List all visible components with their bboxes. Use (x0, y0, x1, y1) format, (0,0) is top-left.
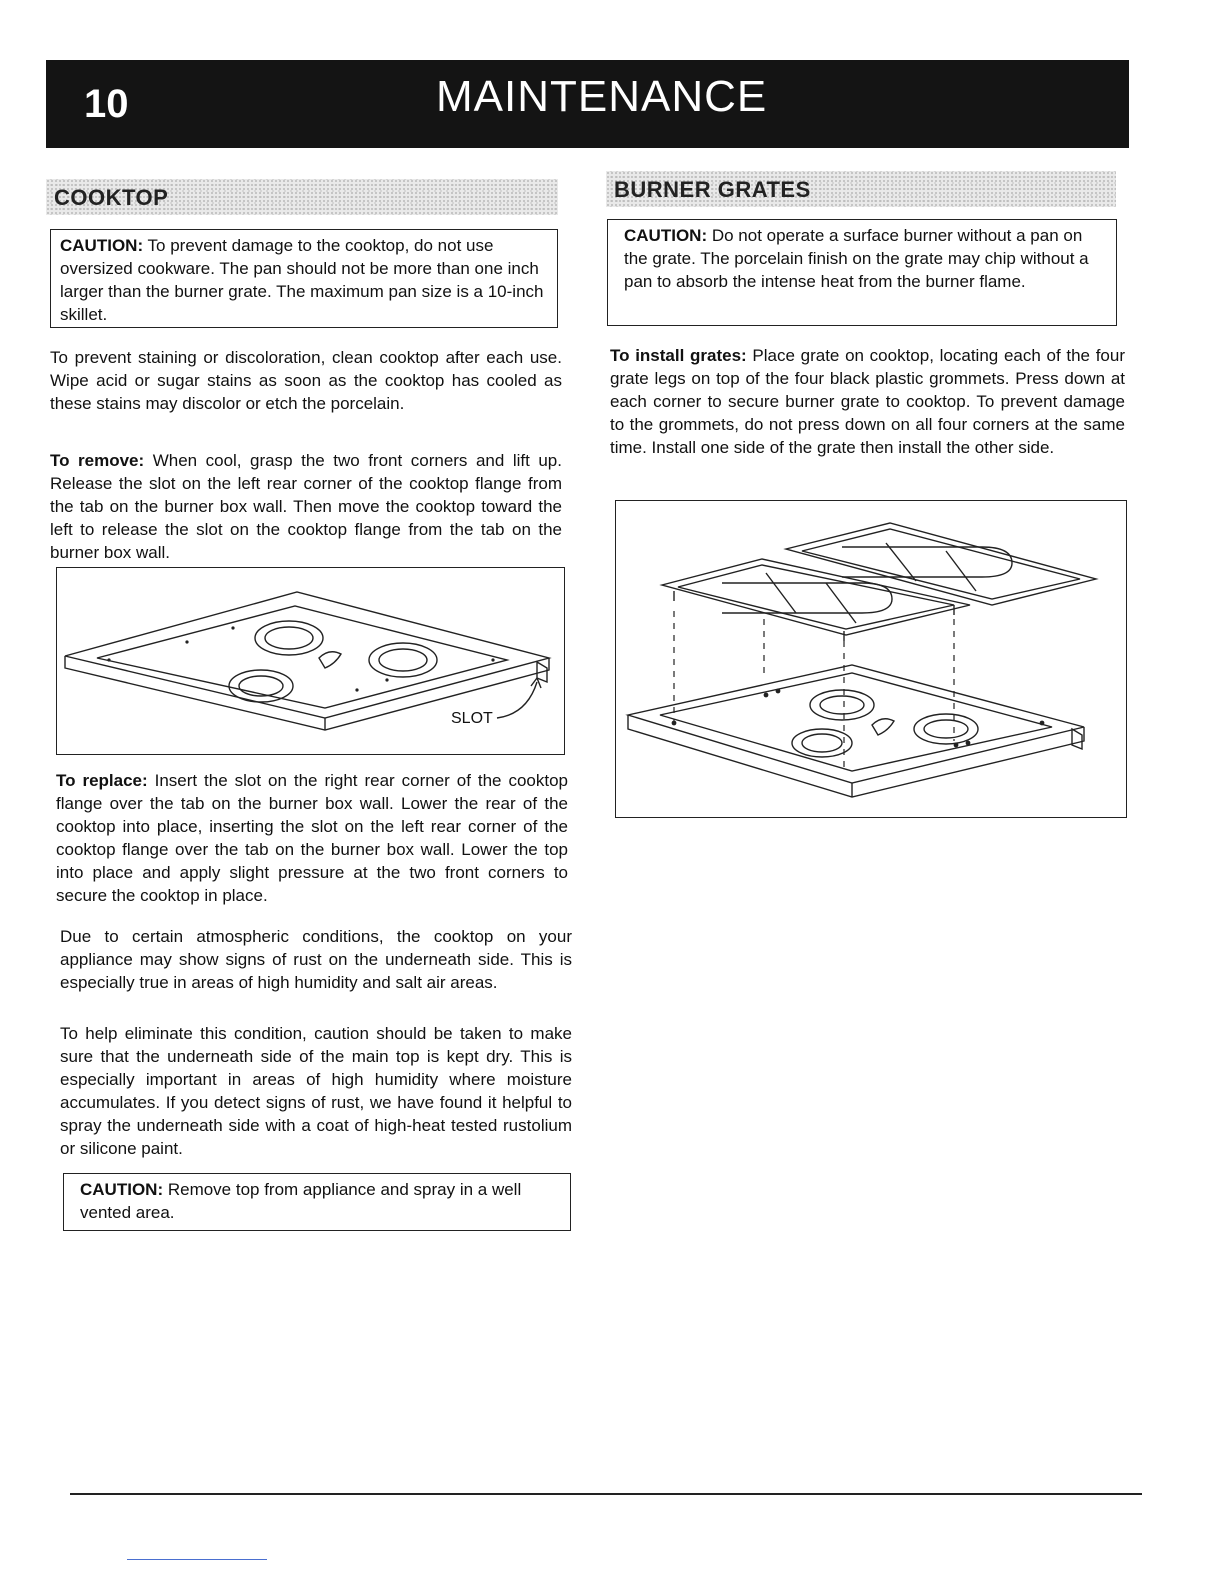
rust-paragraph-1: Due to certain atmospheric conditions, the cooktop on your appliance may show signs of rust on the underneath side. This is especially true in areas of high humidity and salt air areas. (60, 927, 572, 992)
burner-grates-heading (606, 171, 1116, 207)
install-label: To install grates: (610, 346, 747, 365)
replace-label: To replace: (56, 771, 148, 790)
page-title: MAINTENANCE (436, 72, 768, 121)
page-number: 10 (84, 82, 129, 126)
cooktop-figure (56, 567, 565, 755)
cooktop-remove-paragraph (50, 449, 562, 564)
slot-label: SLOT (451, 710, 493, 727)
grates-caution-text: Do not operate a surface burner without a pan on the grate. The porcelain finish on the grate may chip without a pan to absorb the intense heat from the burner flame. (624, 226, 1089, 291)
remove-label: To remove: (50, 451, 145, 470)
grates-illustration (616, 501, 1128, 819)
caution-label: CAUTION: (60, 236, 144, 255)
cooktop-caution-box (50, 229, 558, 328)
replace-text: Insert the slot on the right rear corner of the cooktop flange over the tab on the burner box wall. Lower the rear of the cooktop into place, inserting the slot on the left rear corner of the cooktop flange over the tab on the burner box wall. Lower the top into place and apply slight pressure at the two front corners to secure the cooktop in place. (56, 771, 568, 905)
rust-caution-box (63, 1173, 571, 1231)
cooktop-replace-paragraph (56, 769, 568, 907)
cooktop-heading (46, 179, 558, 215)
caution-text: To prevent damage to the cooktop, do not use oversized cookware. The pan should not be more than one inch larger than the burner grate. The maximum pan size is a 10-inch skillet. (60, 236, 544, 324)
rust-paragraph-2: To help eliminate this condition, caution should be taken to make sure that the underneath side of the main top is kept dry. This is especially important in areas of high humidity where moisture accumulates. If you detect signs of rust, we have found it helpful to spray the underneath side with a coat of high-heat tested rustolium or silicone paint. (60, 1024, 572, 1158)
cooktop-heading-text: COOKTOP (54, 185, 169, 210)
caution-2-label: CAUTION: (80, 1180, 164, 1199)
footer-rule (70, 1493, 1142, 1495)
grates-caution-label: CAUTION: (624, 226, 708, 245)
burner-grates-figure (615, 500, 1127, 818)
footer-faint-line (127, 1559, 267, 1560)
remove-text: When cool, grasp the two front corners and lift up. Release the slot on the left rear corner of the cooktop flange from the tab on the burner box wall. Then move the cooktop toward the left to release the slot on the cooktop flange from the tab on the burner box wall. (50, 451, 562, 562)
install-text: Place grate on cooktop, locating each of the four grate legs on top of the four black plastic grommets. Press down at each corner to secure burner grate to cooktop. To prevent damage to the grommets, do not press down on all four corners at the same time. Install one side of the grate then install the other side. (610, 346, 1125, 457)
burner-grates-heading-text: BURNER GRATES (614, 177, 811, 202)
page-header (46, 60, 1129, 148)
cooktop-intro-paragraph: To prevent staining or discoloration, clean cooktop after each use. Wipe acid or sugar stains as soon as the cooktop has cooled as these stains may discolor or etch the porcelain. (50, 348, 562, 413)
caution-2-text: Remove top from appliance and spray in a well vented area. (80, 1180, 522, 1222)
burner-grates-caution-box (607, 219, 1117, 326)
install-grates-paragraph (610, 344, 1125, 459)
